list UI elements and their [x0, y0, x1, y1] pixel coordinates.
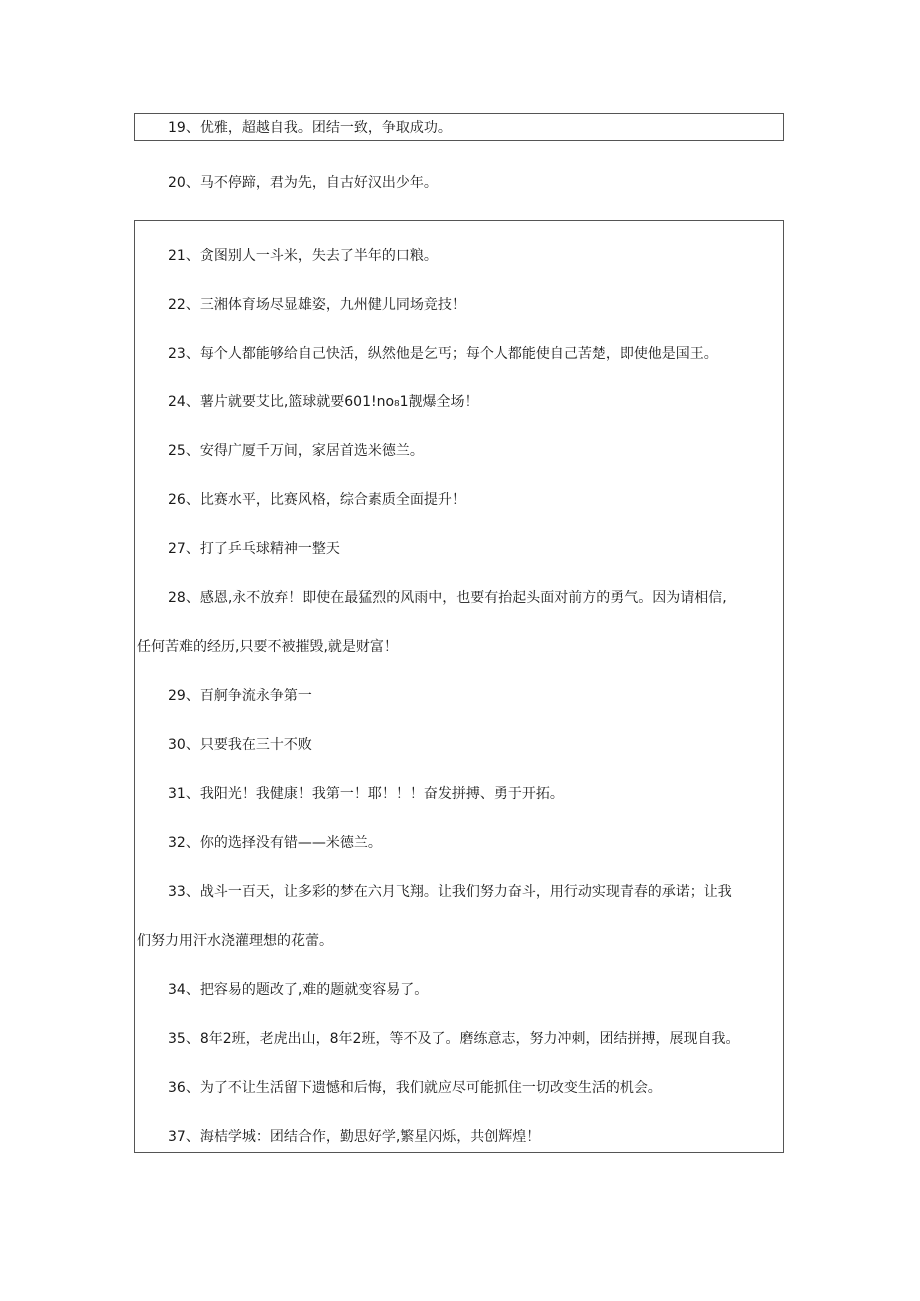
slogan-item: 22、三湘体育场尽显雄姿，九州健儿同场竞技！: [168, 297, 466, 313]
slogan-item: 24、薯片就要艾比,篮球就要601!no₈1靓爆全场！: [168, 394, 479, 410]
slogan-item: 25、安得广厦千万间，家居首选米德兰。: [168, 443, 424, 459]
slogan-item: 21、贪图别人一斗米，失去了半年的口粮。: [168, 248, 438, 264]
slogan-item: 23、每个人都能够给自己快活，纵然他是乞丐；每个人都能使自己苦楚，即使他是国王。: [168, 346, 718, 362]
slogan-item: 19、优雅，超越自我。团结一致，争取成功。: [168, 120, 452, 136]
slogan-item: 29、百舸争流永争第一: [168, 688, 312, 704]
slogan-item: 32、你的选择没有错——米德兰。: [168, 835, 382, 851]
slogan-item-continuation: 任何苦难的经历,只要不被摧毁,就是财富！: [137, 639, 398, 655]
slogan-item: 20、马不停蹄，君为先，自古好汉出少年。: [168, 175, 438, 191]
slogan-item: 35、8年2班，老虎出山，8年2班，等不及了。磨练意志，努力冲刺，团结拼搏，展现自我。: [168, 1031, 740, 1047]
slogan-item: 30、只要我在三十不败: [168, 737, 312, 753]
slogan-item: 26、比赛水平，比赛风格，综合素质全面提升！: [168, 492, 466, 508]
slogan-item: 31、我阳光！我健康！我第一！耶！！！奋发拼搏、勇于开拓。: [168, 786, 564, 802]
slogan-item: 37、海桔学城：团结合作，勤思好学,繁星闪烁，共创辉煌！: [168, 1129, 541, 1145]
slogan-item: 28、感恩,永不放弃！即使在最猛烈的风雨中，也要有抬起头面对前方的勇气。因为请相信,: [168, 590, 727, 606]
slogan-box-main: [134, 220, 784, 1153]
slogan-box-top: [134, 113, 784, 141]
slogan-item: 27、打了乒乓球精神一整天: [168, 541, 340, 557]
slogan-item: 34、把容易的题改了,难的题就变容易了。: [168, 982, 429, 998]
slogan-item: 33、战斗一百天，让多彩的梦在六月飞翔。让我们努力奋斗，用行动实现青春的承诺；让我: [168, 884, 732, 900]
slogan-item: 36、为了不让生活留下遗憾和后悔，我们就应尽可能抓住一切改变生活的机会。: [168, 1080, 662, 1096]
slogan-item-continuation: 们努力用汗水浇灌理想的花蕾。: [137, 933, 333, 949]
